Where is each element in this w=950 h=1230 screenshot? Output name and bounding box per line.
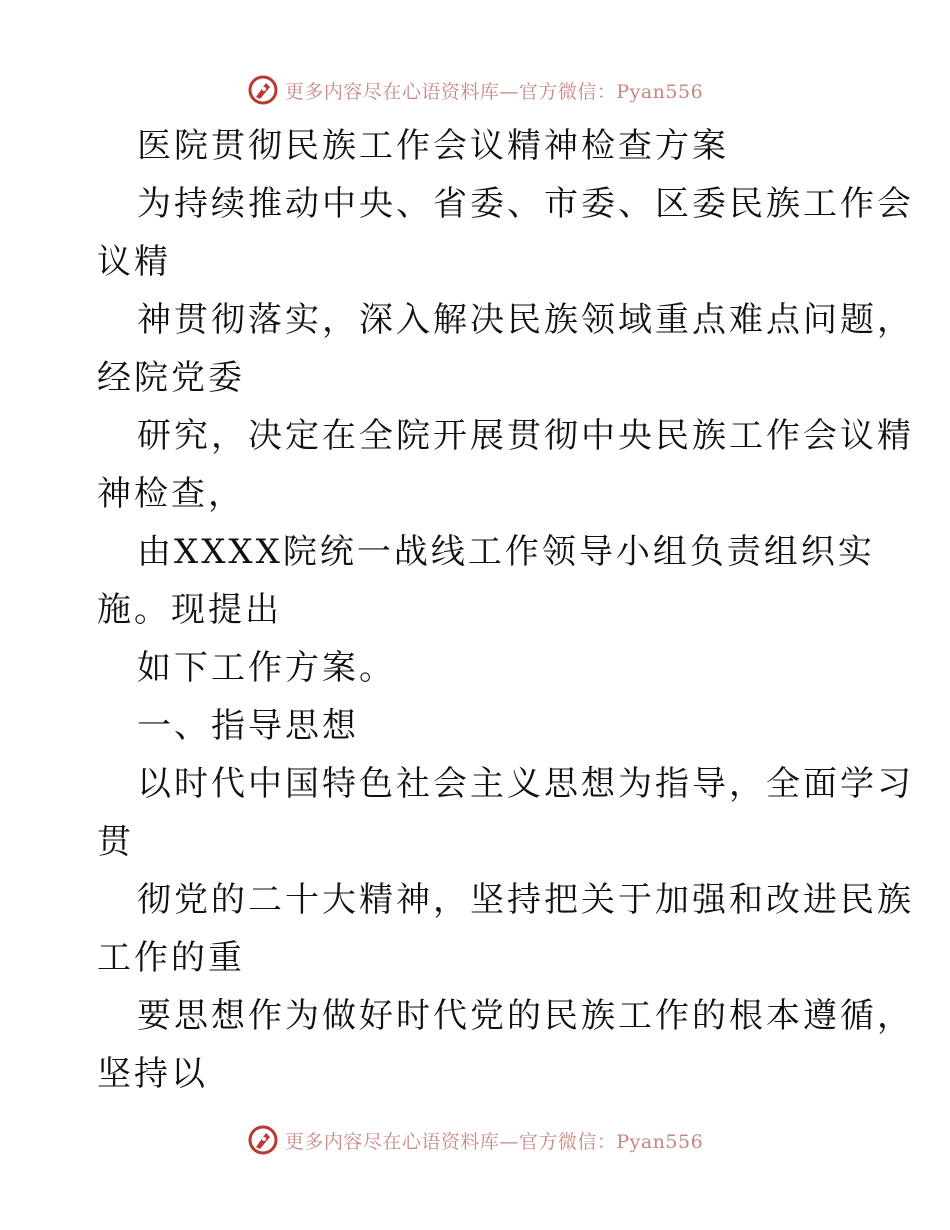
pen-nib-icon [247, 74, 279, 106]
footer-watermark [0, 1120, 950, 1160]
paragraph-line: 由XXXX院统一战线工作领导小组负责组织实 [137, 532, 875, 572]
header-watermark [0, 70, 950, 110]
paragraph-line: 要思想作为做好时代党的民族工作的根本遵循， [137, 996, 914, 1036]
paragraph-line: 神贯彻落实，深入解决民族领域重点难点问题， [137, 300, 914, 340]
paragraph-line: 议精 [97, 242, 171, 282]
paragraph-line: 经院党委 [97, 358, 245, 398]
paragraph-line: 如下工作方案。 [137, 648, 396, 688]
paragraph-line: 以时代中国特色社会主义思想为指导，全面学习 [137, 764, 914, 804]
paragraph-line: 彻党的二十大精神，坚持把关于加强和改进民族 [137, 880, 914, 920]
paragraph-line: 施。现提出 [97, 590, 282, 630]
paragraph-line: 研究，决定在全院开展贯彻中央民族工作会议精 [137, 416, 914, 456]
paragraph-line: 贯 [97, 822, 134, 862]
pen-nib-icon [247, 1124, 279, 1156]
paragraph-line: 工作的重 [97, 938, 245, 978]
paragraph-line: 神检查， [97, 474, 245, 514]
paragraph-line: 为持续推动中央、省委、市委、区委民族工作会 [137, 184, 914, 224]
section-heading: 一、指导思想 [137, 706, 359, 746]
watermark-text: 更多内容尽在心语资料库—官方微信：Pyan556 [284, 80, 704, 103]
watermark-text: 更多内容尽在心语资料库—官方微信：Pyan556 [284, 1130, 704, 1153]
paragraph-line: 坚持以 [97, 1054, 208, 1094]
document-title: 医院贯彻民族工作会议精神检查方案 [137, 126, 729, 166]
